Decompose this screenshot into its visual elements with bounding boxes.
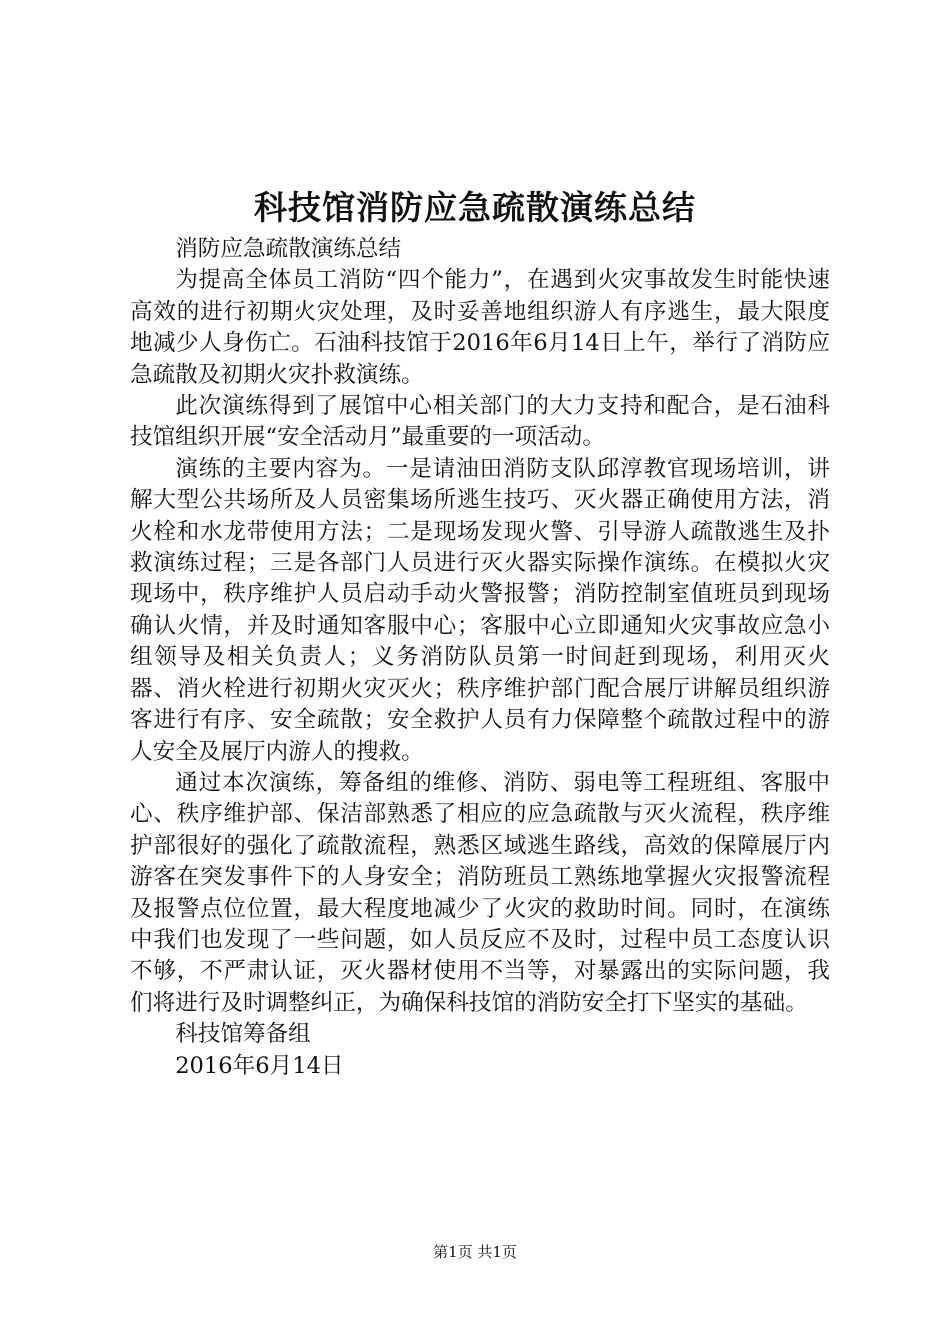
document-subtitle: 消防应急疏散演练总结: [175, 236, 402, 262]
document-date: 2016年6月14日: [175, 1052, 344, 1079]
signature: 科技馆筹备组: [175, 1021, 311, 1048]
document-title: 科技馆消防应急疏散演练总结: [254, 188, 696, 227]
page-footer: 第1页 共1页: [433, 1243, 517, 1261]
paragraph-3: 演练的主要内容为。一是请油田消防支队邱淳教官现场培训，讲解大型公共场所及人员密集场所逃生技巧、灭火器正确使用方法，消火栓和水龙带使用方法；二是现场发现火警、引导游人疏散逃生及扑救演练过程；三是各部门人员进行灭火器实际操作演练。在模拟火灾现场中，秩序维护人员启动手动火警报警；消防控制室值班员到现场确认火情，并及时通知客服中心；客服中心立即通知火灾事故应急小组领导及相关负责人；义务消防队员第一时间赶到现场，利用灭火器、消火栓进行初期火灾灭火；秩序维护部门配合展厅讲解员组织游客进行有序、安全疏散；安全救护人员有力保障整个疏散过程中的游人安全及展厅内游人的搜救。: [130, 455, 830, 765]
paragraph-2: 此次演练得到了展馆中心相关部门的大力支持和配合，是石油科技馆组织开展“安全活动月”最重要的一项活动。: [130, 393, 830, 451]
paragraph-1: 为提高全体员工消防“四个能力”，在遇到火灾事故发生时能快速高效的进行初期火灾处理，及时妥善地组织游人有序逃生，最大限度地减少人身伤亡。石油科技馆于2016年6月14日上午，举行了消防应急疏散及初期火灾扑救演练。: [130, 267, 830, 388]
document-body: [130, 234, 830, 1082]
paragraph-4: 通过本次演练，筹备组的维修、消防、弱电等工程班组、客服中心、秩序维护部、保洁部熟悉了相应的应急疏散与灭火流程，秩序维护部很好的强化了疏散流程，熟悉区域逃生路线，高效的保障展厅内游客在突发事件下的人身安全；消防班员工熟练地掌握火灾报警流程及报警点位位置，最大程度地减少了火灾的救助时间。同时，在演练中我们也发现了一些问题，如人员反应不及时，过程中员工态度认识不够，不严肃认证，灭火器材使用不当等，对暴露出的实际问题，我们将进行及时调整纠正，为确保科技馆的消防安全打下坚实的基础。: [130, 769, 830, 1016]
